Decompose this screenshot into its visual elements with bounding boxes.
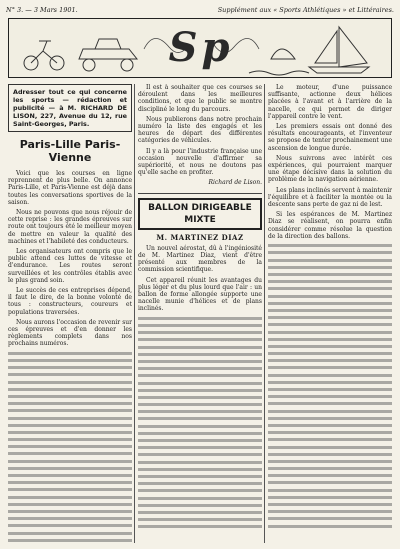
paragraph: Le succès de ces entreprises dépend, il faut le dire, de la bonne volonté de tous : constructeurs, coureurs et populations traversées. <box>8 287 132 316</box>
paragraph: Les premiers essais ont donné des résultats encourageants, et l'inventeur se propose de tenter prochainement une ascension de longue durée. <box>268 123 392 152</box>
article-continuation <box>138 84 262 176</box>
editorial-notice: Adresser tout ce qui concerne les sports — rédaction et publicité — à M. RICHARD DE LISON, 227, Avenue du 12, rue Saint-Georges, Paris. <box>8 84 132 132</box>
sailboat-illustration <box>249 27 369 75</box>
supplement-title: Supplément aux « Sports Athlétiques » et Littéraires. <box>217 6 394 14</box>
paragraph: Nous ne pouvons que nous réjouir de cette reprise : les grandes épreuves sur route ont toujours été le meilleur moyen de mettre en valeur la qualité des machines et l'habileté des conducteurs. <box>8 209 132 245</box>
paragraph: Voici que les courses en ligne reprennent de plus belle. On annonce Paris-Lille, et Paris-Vienne est déjà dans toutes les conversations sportives de la saison. <box>8 170 132 206</box>
paragraph: Un nouvel aérostat, dû à l'ingéniosité de M. Martinez Diaz, vient d'être présenté aux membres de la commission scientifique. <box>138 244 262 274</box>
text-lines <box>268 244 392 527</box>
paragraph: Si les espérances de M. Martinez Diaz se réalisent, on pourra enfin considérer comme résolue la question de la direction des ballons. <box>268 211 392 240</box>
author-signature: Richard de Lison. <box>208 179 262 187</box>
paragraph: Il est à souhaiter que ces courses se déroulent dans les meilleures conditions, et que le public se montre discipliné le long du parcours. <box>138 84 262 113</box>
paragraph: Le moteur, d'une puissance suffisante, actionne deux hélices placées à l'avant et à l'arrière de la nacelle, ce qui permet de diriger l'appareil contre le vent. <box>268 84 392 120</box>
column-3 <box>268 84 392 543</box>
column-divider <box>134 84 135 543</box>
text-lines <box>138 317 262 528</box>
paragraph: Nous publierons dans notre prochain numéro la liste des engagés et les heures de départ des différentes catégories de véhicules. <box>138 115 262 145</box>
masthead-logo: Sp <box>168 24 234 71</box>
paragraph: Nous aurons l'occasion de revenir sur ces épreuves et d'en donner les règlements complets dans nos prochains numéros. <box>8 318 132 348</box>
ballon-article-continuation <box>268 84 392 240</box>
page-header <box>6 4 394 16</box>
masthead-banner <box>8 18 392 78</box>
text-lines <box>8 352 132 543</box>
divider <box>138 193 262 194</box>
paragraph: Cet appareil réunit les avantages du plus léger et du plus lourd que l'air : un ballon de forme allongée supporte une nacelle munie d'hélices et de plans inclinés. <box>138 276 262 313</box>
ballon-byline: M. MARTINEZ DIAZ <box>156 232 244 242</box>
paragraph: Les organisateurs ont compris que le public attend ces luttes de vitesse et d'endurance. Les routes seront surveillées et les contrôles établis avec le plus grand soin. <box>8 248 132 284</box>
paragraph: Les plans inclinés servent à maintenir l'équilibre et à faciliter la montée ou la descente sans perte de gaz ni de lest. <box>268 186 392 209</box>
paragraph: Nous suivrons avec intérêt ces expériences, qui pourraient marquer une étape décisive dans la solution du problème de la navigation aérienne. <box>268 154 392 184</box>
column-divider <box>264 84 265 543</box>
paragraph: Il y a là pour l'industrie française une occasion nouvelle d'affirmer sa supériorité, et nous ne doutons pas qu'elle sache en profiter. <box>138 147 262 177</box>
cyclist-illustration <box>24 39 137 71</box>
column-2 <box>138 84 262 543</box>
ballon-article-body <box>138 245 262 313</box>
ballon-article-title: BALLON DIRIGEABLE MIXTE <box>138 198 262 230</box>
article-body <box>8 170 132 348</box>
article-title: Paris-Lille Paris-Vienne <box>19 138 121 164</box>
column-1 <box>8 84 132 543</box>
issue-number: N° 3. — 3 Mars 1901. <box>6 6 78 14</box>
